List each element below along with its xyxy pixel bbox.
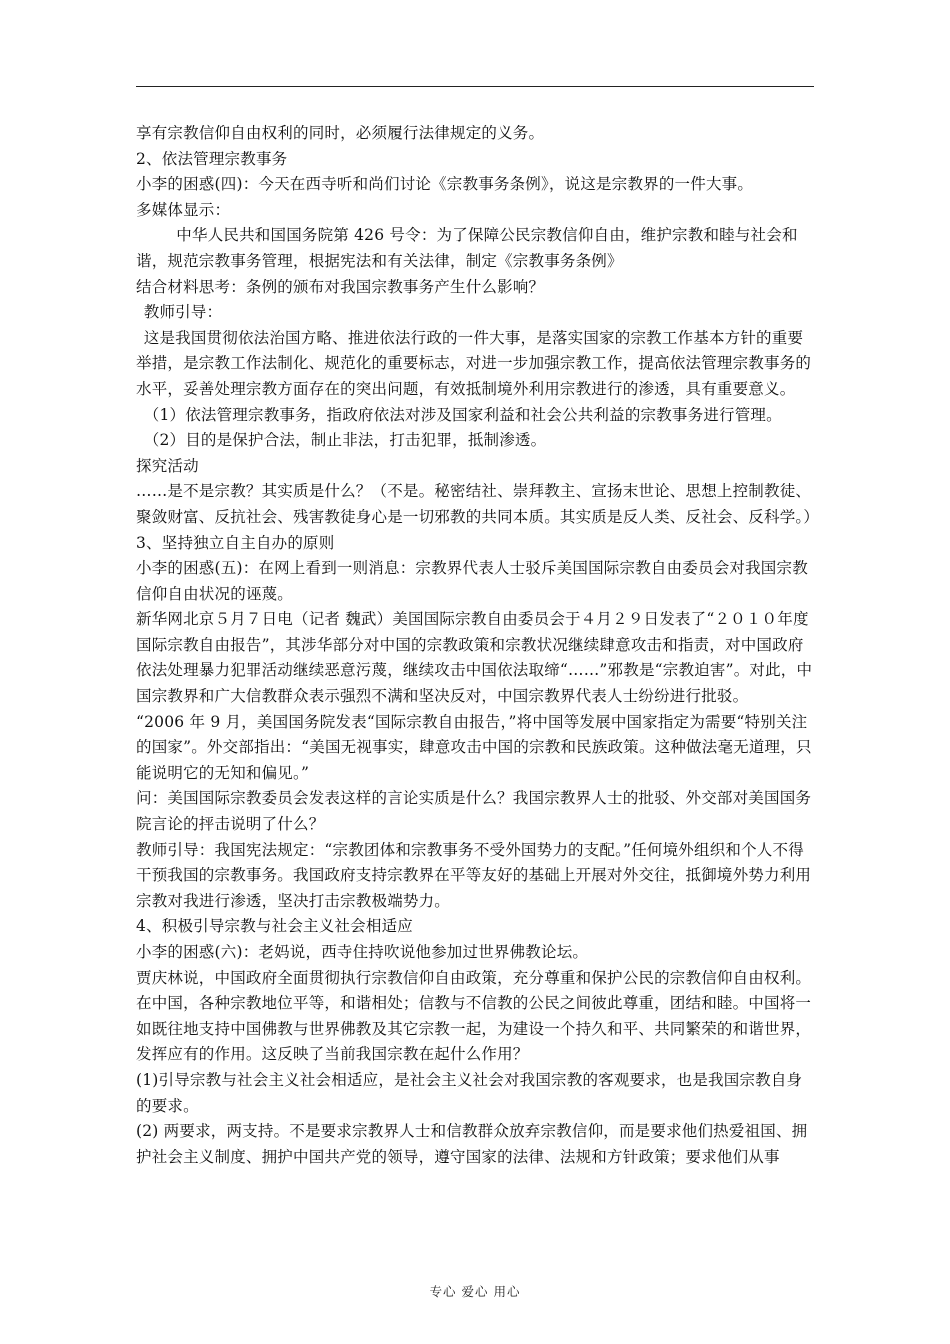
- paragraph: 小李的困惑(五)：在网上看到一则消息：宗教界代表人士驳斥美国国际宗教自由委员会对我国宗教信仰自由状况的诬蔑。: [136, 559, 808, 603]
- paragraph: 教师引导：: [143, 303, 223, 322]
- list-item: (1)引导宗教与社会主义社会相适应，是社会主义社会对我国宗教的客观要求，也是我国宗教自身的要求。: [136, 1070, 803, 1115]
- paragraph: 问：美国国际宗教委员会发表这样的言论实质是什么？我国宗教界人士的批驳、外交部对美国国务院言论的抨击说明了什么？: [136, 789, 812, 834]
- section-heading: 3、坚持独立自主自办的原则: [136, 533, 335, 552]
- paragraph: “2006 年 9 月，美国国务院发表“国际宗教自由报告，”将中国等发展中国家指定为需要“特别关注的国家”。外交部指出：“美国无视事实，肆意攻击中国的宗教和民族政策。这种做法毫无道理，只能说明它的无知和偏见。”: [136, 712, 812, 782]
- paragraph: 多媒体显示：: [136, 200, 231, 219]
- paragraph: 小李的困惑(六)：老妈说，西寺住持吹说他参加过世界佛教论坛。: [136, 943, 589, 961]
- paragraph: 享有宗教信仰自由权利的同时，必须履行法律规定的义务。: [136, 124, 545, 142]
- document-body: [136, 121, 820, 1170]
- quote-paragraph: 中华人民共和国国务院第 426 号令：为了保障公民宗教信仰自由，维护宗教和睦与社会和谐，规范宗教事务管理，根据宪法和有关法律，制定《宗教事务条例》: [136, 226, 798, 270]
- section-heading: 4、积极引导宗教与社会主义社会相适应: [136, 917, 413, 936]
- page-footer: 专心 爱心 用心: [429, 1284, 521, 1299]
- paragraph: 小李的困惑(四)：今天在西寺听和尚们讨论《宗教事务条例》，说这是宗教界的一件大事。: [136, 175, 754, 194]
- list-item: （2）目的是保护合法，制止非法，打击犯罪，抵制渗透。: [143, 431, 547, 450]
- paragraph: 教师引导：我国宪法规定：“宗教团体和宗教事务不受外国势力的支配。”任何境外组织和个人不得干预我国的宗教事务。我国政府支持宗教界在平等友好的基础上开展对外交往，抵御境外势力利用宗教对我进行渗透，坚决打击宗教极端势力。: [136, 840, 812, 910]
- list-item: （1）依法管理宗教事务，指政府依法对涉及国家利益和社会公共利益的宗教事务进行管理。: [143, 405, 782, 424]
- paragraph: 探究活动: [136, 456, 199, 475]
- paragraph: 结合材料思考：条例的颁布对我国宗教事务产生什么影响？: [136, 277, 545, 296]
- section-heading: 2、依法管理宗教事务: [136, 149, 288, 168]
- list-item: (2) 两要求，两支持。不是要求宗教界人士和信教群众放弃宗教信仰，而是要求他们热爱祖国、拥护社会主义制度、拥护中国共产党的领导，遵守国家的法律、法规和方针政策；要求他们从事: [136, 1122, 808, 1166]
- paragraph: 这是我国贯彻依法治国方略、推进依法行政的一件大事，是落实国家的宗教工作基本方针的重要举措，是宗教工作法制化、规范化的重要标志，对进一步加强宗教工作，提高依法管理宗教事务的水平，妥善处理宗教方面存在的突出问题，有效抵制境外利用宗教进行的渗透，具有重要意义。: [136, 328, 812, 398]
- paragraph: ……是不是宗教？其实质是什么？（不是。秘密结社、崇拜教主、宣扬末世论、思想上控制教徒、聚敛财富、反抗社会、残害教徒身心是一切邪教的共同本质。其实质是反人类、反社会、反科学。）: [136, 482, 820, 526]
- paragraph: 新华网北京５月７日电（记者 魏武）美国国际宗教自由委员会于４月２９日发表了“２０１０年度国际宗教自由报告”，其涉华部分对中国的宗教政策和宗教状况继续肆意攻击和指责，对中国政府依法处理暴力犯罪活动继续恶意污蔑，继续攻击中国依法取缔“……”邪教是“宗教迫害”。对此，中国宗教界和广大信教群众表示强烈不满和坚决反对，中国宗教界代表人士纷纷进行批驳。: [136, 610, 813, 706]
- paragraph: 贾庆林说，中国政府全面贯彻执行宗教信仰自由政策，充分尊重和保护公民的宗教信仰自由权利。在中国，各种宗教地位平等，和谐相处；信教与不信教的公民之间彼此尊重，团结和睦。中国将一如既往地支持中国佛教与世界佛教及其它宗教一起，为建设一个持久和平、共同繁荣的和谐世界，发挥应有的作用。这反映了当前我国宗教在起什么作用？: [136, 968, 812, 1064]
- header-rule: [136, 86, 814, 87]
